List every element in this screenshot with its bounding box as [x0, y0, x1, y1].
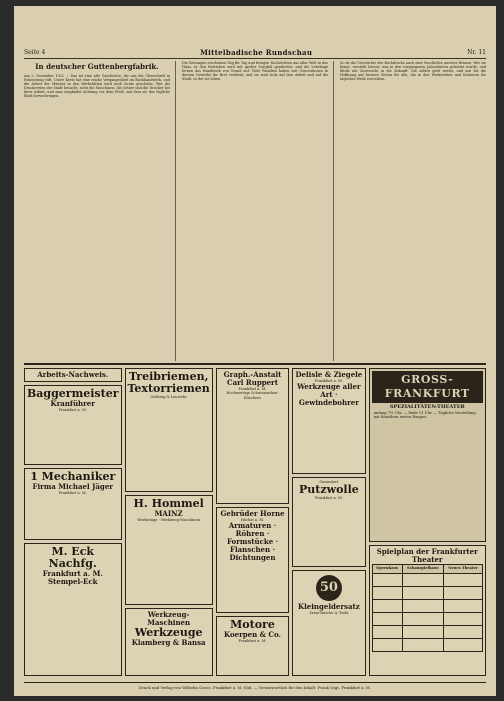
- issue-number: Nr. 11: [467, 48, 486, 56]
- ad-text: Zeise-Rasche & Trefz: [309, 611, 349, 615]
- table-row: [372, 625, 482, 638]
- theater-subtitle: SPEZIALITÄTEN-THEATER: [389, 404, 465, 410]
- ad-column-4: [292, 368, 365, 676]
- ad-title: Graph.-Anstalt Carl Ruppert: [223, 370, 282, 387]
- ad-text: Stempel-Eck: [47, 577, 98, 586]
- ad-treibriemen: [125, 368, 213, 492]
- ad-hommel: [125, 495, 213, 605]
- ad-column-5: [369, 368, 486, 676]
- ad-subtitle: Werkzeuge: [134, 626, 203, 639]
- masthead: Mittelbadische Rundschau: [200, 47, 313, 57]
- ad-text: Werkzeuge · Werkzeug-Maschinen: [137, 518, 201, 522]
- article-heading: In deutscher Guttenbergfabrik.: [35, 62, 159, 71]
- ad-title: Baggermeister: [27, 387, 119, 400]
- ad-subtitle: Koerpen & Co.: [224, 630, 281, 639]
- article-text: So ist die Geschichte des Buchdrucks auch eine Geschichte unserer Heimat. Wer sie kennt, versteht besser, was in den vergangenen Jahrzehnten geleistet wurde, und blickt mit Zuversicht in die Zukunft. Die Arbeit geht weiter, und mit ihr die Hoffnung auf bessere Zeiten für alle, die in den Werkstätten und Kontoren ihr tägliches Werk verrichten.: [340, 61, 486, 82]
- article-column-2: [182, 61, 334, 361]
- ad-eck: [24, 543, 122, 676]
- article-text: Die Zeitungen erscheinen Tag für Tag und bringen Nachrichten aus aller Welt in das Haus. In den Betrieben wird mit großer Sorgfalt gearbeitet, und die Lehrlinge lernen das Handwerk von Grund auf. Viele Familien haben seit Generationen in diesem Gewerbe ihr Brot verdient, und sie sind stolz auf ihre Arbeit und auf die Stadt, in der sie leben.: [182, 61, 328, 82]
- ad-arbeitsnachweis: [24, 368, 122, 382]
- ad-putzwolle: [292, 477, 365, 567]
- ad-text: Werkzeuge aller Art · Gewindebohrer: [297, 382, 361, 408]
- article-text: Am 2. Dezember 1922 ... Das ist eine alte Geschichte, die uns die Überschrift in Erinnerung ruft. Unser Kreis hat eine reiche Vergangenheit im Buchhandwerk, und die Arbeit der Männer in den Werkstätten wird noch heute geschätzt. Wer die Druckereien der Stadt besucht, sieht die Maschinen, die Setzer und die Drucker bei ihrer Arbeit, und man empfindet Achtung vor dem Fleiß, mit dem sie das tägliche Blatt hervorbringen.: [24, 74, 170, 99]
- ad-title: Treibriemen,: [128, 370, 209, 383]
- ad-theater: [369, 368, 486, 542]
- theater-program: Anfang 7½ Uhr. — Ende 11 Uhr. — Tägliche Vorstellung mit Künstlern ersten Ranges.: [373, 410, 476, 419]
- ad-text: Frankfurt a. M.: [238, 639, 267, 643]
- ad-subtitle: Frankfurt a. M.: [314, 379, 343, 383]
- ad-werkzeug-maschinen: [125, 608, 213, 676]
- ad-ruppert: [216, 368, 289, 504]
- section-divider: [24, 363, 486, 365]
- ad-delisle-ziegele: [292, 368, 365, 474]
- table-row: [372, 586, 482, 599]
- ad-spielplan: [369, 545, 486, 676]
- table-row: [372, 612, 482, 625]
- table-row: [372, 599, 482, 612]
- ad-text: Frankfurt a. M.: [58, 408, 87, 412]
- ad-title: M. Eck Nachfg.: [48, 545, 97, 570]
- ad-baggermeister: [24, 385, 122, 465]
- spielplan-title: Spielplan der Frankfurter Theater: [376, 547, 478, 564]
- ad-subtitle: Höchst a. M.: [240, 518, 265, 522]
- ad-title: Motore: [230, 618, 275, 631]
- page-number: Seite 4: [24, 48, 46, 56]
- ad-text: Frankfurt a. M.: [314, 496, 343, 501]
- ad-horne: [216, 507, 289, 613]
- table-header: Neues Theater: [443, 565, 482, 574]
- ad-column-3: [216, 368, 289, 676]
- ad-title: Kleingeldersatz: [298, 602, 360, 611]
- table-row: [372, 573, 482, 586]
- ad-title: Putzwolle: [299, 483, 359, 497]
- newspaper-page: [14, 6, 496, 696]
- ad-subtitle: Frankfurt a. M.: [238, 387, 267, 391]
- spielplan-table: [372, 564, 483, 652]
- article-column-3: [340, 61, 486, 361]
- ad-subtitle: Garantiert: [319, 480, 339, 484]
- article-columns: [24, 61, 486, 361]
- ad-text: Gröbing & Leuwehr: [150, 395, 187, 399]
- ad-title: Delisle & Ziegele: [295, 370, 363, 379]
- ad-subtitle: MAINZ: [154, 509, 183, 518]
- table-header: Schauspielhaus: [402, 565, 443, 574]
- table-row: [372, 638, 482, 651]
- page-header: [24, 46, 486, 59]
- ad-title: Werkzeug-Maschinen: [147, 610, 191, 627]
- ad-title: H. Hommel: [133, 497, 204, 510]
- ad-text: Hochwertige Schutzmarken-Klischees: [226, 391, 279, 400]
- ad-subtitle: Frankfurt a. M.: [42, 569, 103, 578]
- ad-mechaniker: [24, 468, 122, 540]
- ad-subtitle: Kranführer: [50, 399, 95, 408]
- table-header: Opernhaus: [372, 565, 402, 574]
- ad-column-2: [125, 368, 213, 676]
- ad-text: Klamberg & Bansa: [131, 638, 206, 647]
- ad-title: Arbeits-Nachweis.: [37, 370, 109, 379]
- theater-title: GROSS-FRANKFURT: [372, 371, 483, 403]
- ad-text: Armaturen · Röhren · Formstücke · Flanschen · Dichtungen: [226, 521, 279, 563]
- imprint-line: Druck und Verlag von Wilhelm Gosse, Frankfurt a. M.-Süd. — Verantwortlich für den Inhalt: Frank Vogt, Frankfurt a. M.: [24, 682, 486, 690]
- coin-badge: 50: [316, 575, 342, 601]
- ad-motore: [216, 616, 289, 676]
- ad-column-1: [24, 368, 122, 676]
- ad-subtitle: Textorriemen: [127, 382, 210, 395]
- article-column-1: [24, 61, 176, 361]
- ad-subtitle: Firma Michael Jäger: [32, 482, 113, 491]
- ad-kleingeldersatz: [292, 570, 365, 676]
- ad-title: 1 Mechaniker: [30, 470, 116, 483]
- ad-text: Frankfurt a. M.: [58, 491, 87, 495]
- advertisement-section: [24, 368, 486, 676]
- ad-title: Gebrüder Horne: [220, 509, 285, 518]
